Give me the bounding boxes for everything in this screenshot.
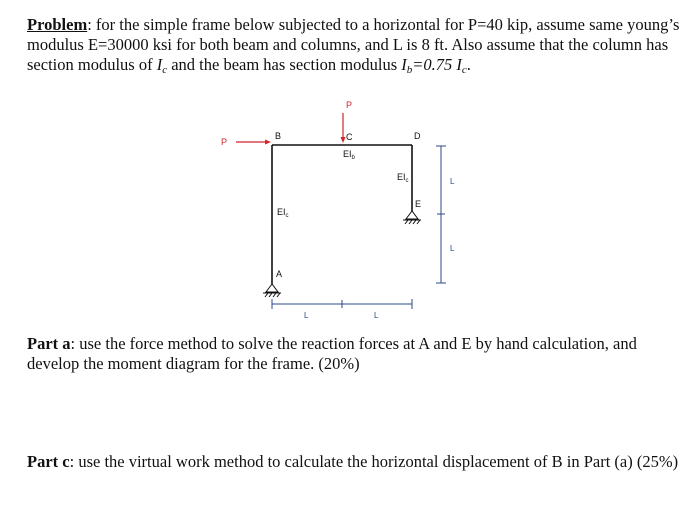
joint-a-label: A [276,269,283,279]
frame-members [272,145,412,284]
part-c-statement [27,452,687,472]
ic2-symbol: I [456,55,462,74]
joint-b-label: B [275,131,282,141]
vertical-load-arrow [341,113,346,143]
eic-left-label: $EI_c$ [277,207,289,219]
horizontal-load-arrow [236,140,271,145]
dim-bottom-left-label: L [304,311,309,320]
eic-right-label: $EI_c$ [397,172,409,184]
ic2-subscript: c [461,64,467,76]
ib-symbol: I [401,55,407,74]
load-label-top: P [346,100,353,110]
ib-subscript: b [406,64,413,76]
problem-text-4: . [466,55,471,74]
support-e-icon [403,211,421,224]
dim-right-bottom-label: L [450,244,455,253]
dim-right-top-label: L [450,177,455,186]
part-a-heading: Part a [27,334,71,353]
support-a-icon [263,284,281,297]
problem-text-2: and the beam has section modulus [167,55,402,74]
part-a-text: : use the force method to solve the reaction forces at A and E by hand calculation, and develop the moment diagram for the frame. (20%) [27,334,637,373]
dim-bottom-right-label: L [374,311,379,320]
ic-symbol: I [156,55,163,74]
part-c-heading: Part c [27,452,70,471]
problem-heading: Problem [27,15,88,34]
part-a-statement [27,334,687,374]
joint-c-label: C [346,132,353,142]
part-c-text: : use the virtual work method to calculate the horizontal displacement of B in Part (a) (25%) [69,452,679,471]
right-dimension-line [436,146,446,283]
eib-label: $EI_b$ [343,149,355,161]
load-label-left: P [221,137,228,147]
joint-d-label: D [414,131,421,141]
ic-subscript: c [162,64,168,76]
joint-e-label: E [415,199,422,209]
problem-text-1: : for the simple frame below subjected to a horizontal for P=40 kip, assume same young’s modulus E=30000 ksi for both beam and columns, and L is 8 ft. Also assume that the column has section modulus of [27,15,680,74]
bottom-dimension-line [272,299,412,309]
problem-text-3: =0.75 [412,55,457,74]
